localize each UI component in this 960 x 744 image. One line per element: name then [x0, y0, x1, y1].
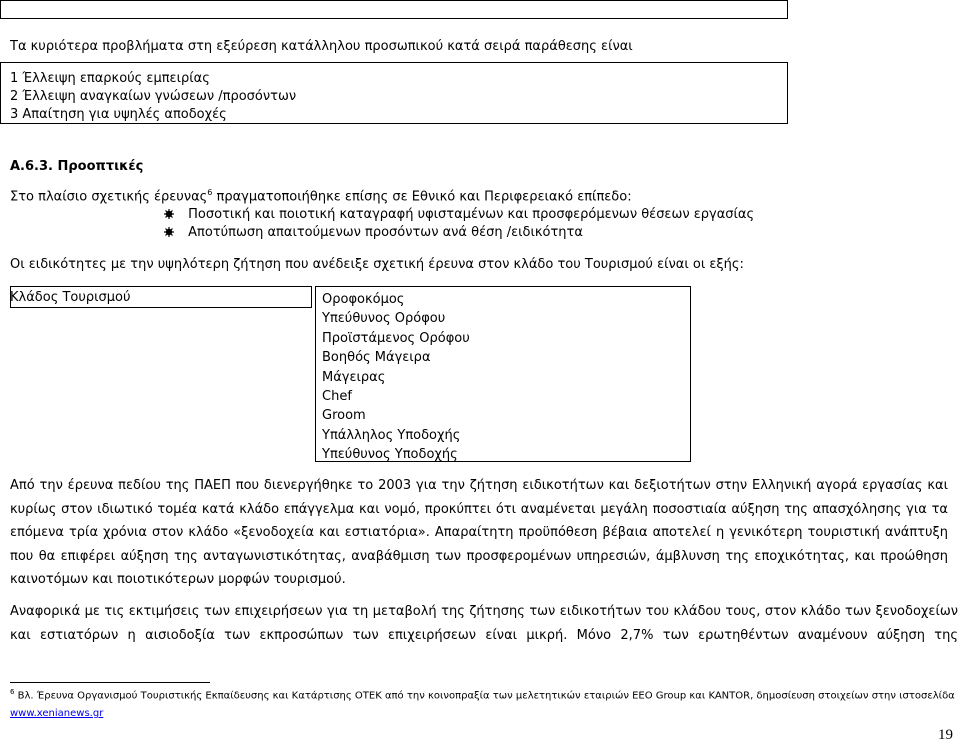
- bullet-text: Αποτύπωση απαιτούμενων προσόντων ανά θέση /ειδικότητα: [188, 225, 583, 240]
- specialties-intro: Οι ειδικότητες με την υψηλότερη ζήτηση που ανέδειξε σχετική έρευνα στον κλάδο του Τουρισμού είναι οι εξής:: [10, 257, 744, 272]
- research-intro-text: Στο πλαίσιο σχετικής έρευνας: [10, 189, 208, 205]
- research-intro-rest: πραγματοποιήθηκε επίσης σε Εθνικό και Περιφερειακό επίπεδο:: [212, 189, 632, 205]
- paragraph-estimates: Αναφορικά με τις εκτιμήσεις των επιχειρήσεων για τη μεταβολή της ζήτησης των ειδικοτήτων του κλάδου τους, στον κλάδο των ξενοδοχείων και εστιατόρων η αισιοδοξία των εκπροσώπων των επιχειρήσεων είναι μικρή. Μόνο 2,7% των ερωτηθέντων αναμένουν αύξηση της: [10, 604, 958, 643]
- specialty-item: Προϊστάμενος Ορόφου: [322, 330, 470, 346]
- specialty-item: Υπεύθυνος Ορόφου: [322, 311, 446, 327]
- specialty-item: Υπεύθυνος Υποδοχής: [322, 447, 458, 463]
- footnote-link[interactable]: www.xenianews.gr: [10, 708, 104, 719]
- footnote: [10, 688, 955, 701]
- problem-item: 1 Έλλειψη επαρκούς εμπειρίας: [10, 71, 210, 86]
- bullet-icon: [164, 227, 174, 237]
- section-title: Α.6.3. Προοπτικές: [10, 159, 144, 174]
- specialty-item: Οροφοκόμος: [322, 292, 405, 307]
- sector-label: Κλάδος Τουρισμού: [10, 290, 131, 305]
- bullet-item: [164, 224, 583, 241]
- specialty-item: Μάγειρας: [322, 369, 386, 385]
- specialties-list: [322, 290, 470, 465]
- top-frame: [0, 0, 788, 19]
- specialty-item: Υπάλληλος Υποδοχής: [322, 427, 461, 443]
- footnote-number: 6: [10, 688, 15, 696]
- problem-item: 3 Απαίτηση για υψηλές αποδοχές: [10, 107, 227, 122]
- footnote-separator: [10, 682, 210, 683]
- paragraph-survey: Από την έρευνα πεδίου της ΠΑΕΠ που διενεργήθηκε το 2003 για την ζήτηση ειδικοτήτων και δεξιοτήτων στην Ελληνική αγορά εργασίας και κυρίως στον ιδιωτικό τομέα κατά κλάδο επάγγελμα και νομό, προκύπτει ότι αναμένεται μεγάλη ποσοστιαία αύξηση της απασχόλησης για τα επόμενα τρία χρόνια στον κλάδο «ξενοδοχεία και εστιατόρια». Απαραίτητη προϋπόθεση βέβαια αποτελεί η γενικότερη τουριστική ανάπτυξη που θα επιφέρει αύξηση της ανταγωνιστικότητας, αναβάθμιση των προσφερομένων υπηρεσιών, άμβλυνση της εποχικότητας, και προώθηση καινοτόμων και ποιοτικότερων μορφών τουρισμού.: [10, 478, 948, 588]
- bullet-icon: [164, 209, 174, 219]
- problem-item: 2 Έλλειψη αναγκαίων γνώσεων /προσόντων: [10, 89, 297, 104]
- footnote-ref: 6: [207, 188, 213, 197]
- specialty-item: Βοηθός Μάγειρα: [322, 350, 431, 366]
- specialty-item: Chef: [322, 389, 352, 405]
- specialty-item: Groom: [322, 408, 366, 424]
- bullet-text: Ποσοτική και ποιοτική καταγραφή υφισταμένων και προσφερόμενων θέσεων εργασίας: [188, 207, 755, 222]
- bullet-item: [164, 206, 754, 223]
- research-intro: [10, 184, 632, 205]
- footnote-text: Βλ. Έρευνα Οργανισμού Τουριστικής Εκπαίδευσης και Κατάρτισης ΟΤΕΚ από την κοινοπραξία των μελετητικών εταιριών ΕΕΟ Group και KANTOR, δημοσίευση στοιχείων στην ιστοσελίδα: [14, 690, 955, 702]
- page-number: 19: [938, 727, 953, 743]
- intro-line: Τα κυριότερα προβλήματα στη εξεύρεση κατάλληλου προσωπικού κατά σειρά παράθεσης είναι: [10, 39, 633, 54]
